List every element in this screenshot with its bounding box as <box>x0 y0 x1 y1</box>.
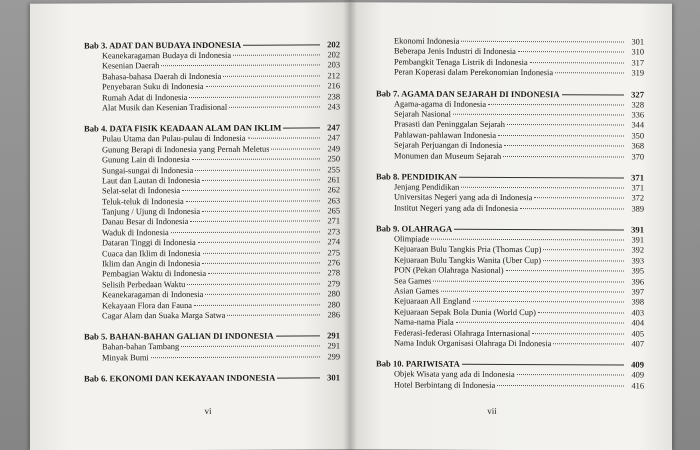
toc-section <box>376 87 644 163</box>
toc-entry-title: Keanekaragaman Budaya di Indonesia <box>102 50 232 61</box>
toc-entry-page: 389 <box>631 204 644 214</box>
toc-entry-title: Keanekaragaman di Indonesia <box>102 290 204 300</box>
toc-entry <box>376 151 644 163</box>
dot-leader <box>283 128 320 129</box>
toc-entry-title: Bahan-bahan Tambang <box>102 342 180 352</box>
chapter-heading-page: 301 <box>327 372 340 383</box>
toc-entry-page: 370 <box>631 152 644 162</box>
toc-entry-title: Hotel Berbintang di Indonesia <box>394 380 496 390</box>
toc-entry-title: Dataran Tinggi di Indonesia <box>102 238 196 248</box>
toc-entry-title: Penyebaran Suku di Indonesia <box>102 82 204 92</box>
toc-entry-title: Sejarah Perjuangan di Indonesia <box>394 140 503 151</box>
chapter-heading-page: 391 <box>631 224 644 235</box>
toc-entry-title: Bahasa-bahasa Daerah di Indonesia <box>102 71 222 82</box>
toc-entry-title: Waduk di Indonesia <box>102 227 169 238</box>
dot-leader <box>555 72 624 73</box>
toc-entry-page: 404 <box>631 318 644 328</box>
toc-entry-title: Kejuaraan Bulu Tangkis Pria (Thomas Cup) <box>394 244 542 255</box>
toc-entry-page: 405 <box>631 329 644 339</box>
chapter-heading-title: Bab 7. AGAMA DAN SEJARAH DI INDONESIA <box>376 87 560 99</box>
toc-entry-page: 397 <box>631 287 644 297</box>
dot-leader <box>195 169 320 171</box>
dot-leader <box>520 208 624 209</box>
dot-leader <box>473 301 624 303</box>
toc-entry-page: 262 <box>327 185 340 195</box>
dot-leader <box>151 356 320 358</box>
dot-leader <box>271 148 320 149</box>
toc-entry-title: Iklim dan Angin di Indonesia <box>102 258 201 269</box>
chapter-heading-page: 247 <box>327 122 340 133</box>
chapter-heading-page: 371 <box>631 172 644 183</box>
toc-entry <box>84 102 340 114</box>
dot-leader <box>208 273 320 274</box>
dot-leader <box>441 291 624 293</box>
toc-entry-page: 317 <box>631 58 644 68</box>
dot-leader <box>498 135 624 137</box>
page-number-left: vi <box>204 405 212 416</box>
toc-entry-page: 407 <box>631 339 644 349</box>
dot-leader <box>543 250 624 251</box>
toc-entry-title: Rumah Adat di Indonesia <box>102 92 188 102</box>
dot-leader <box>161 65 320 67</box>
toc-entry-title: Beberapa Jenis Industri di Indonesia <box>394 46 516 57</box>
chapter-heading-title: Bab 6. EKONOMI DAN KEKAYAAN INDONESIA <box>84 372 276 384</box>
toc-entry-title: Kejuaraan All England <box>394 296 471 307</box>
toc-entry-page: 278 <box>327 268 340 278</box>
chapter-heading <box>84 122 340 135</box>
left-page <box>30 2 350 450</box>
right-toc <box>376 36 644 400</box>
toc-entry-title: Tanjung / Ujung di Indonesia <box>102 207 201 217</box>
dot-leader <box>553 343 624 344</box>
toc-section <box>84 122 340 322</box>
toc-entry-page: 274 <box>327 237 340 247</box>
dot-leader <box>205 294 320 296</box>
toc-entry-title: Universitas Negeri yang ada di Indonesia <box>394 192 533 203</box>
chapter-heading-title: Bab 9. OLAHRAGA <box>376 223 453 234</box>
book-gutter <box>343 0 357 450</box>
dot-leader <box>194 304 320 306</box>
dot-leader <box>462 364 624 366</box>
toc-entry-page: 368 <box>631 141 644 151</box>
toc-entry-title: Asian Games <box>394 286 439 296</box>
toc-entry-page: 395 <box>631 266 644 276</box>
dot-leader <box>532 333 624 334</box>
toc-entry <box>376 68 644 80</box>
dot-leader <box>530 62 624 63</box>
toc-entry-page: 396 <box>631 277 644 287</box>
toc-entry-page: 280 <box>327 289 340 299</box>
toc-section <box>376 222 644 349</box>
dot-leader <box>229 106 320 107</box>
toc-entry-title: Sejarah Nasional <box>394 109 451 119</box>
toc-entry-page: 409 <box>631 370 644 380</box>
chapter-heading-title: Bab 3. ADAT DAN BUDAYA INDONESIA <box>84 39 242 51</box>
toc-entry-title: Objek Wisata yang ada di Indonesia <box>394 369 515 380</box>
left-toc <box>84 38 340 393</box>
toc-entry-page: 212 <box>327 71 340 81</box>
toc-entry-title: Pahlawan-pahlawan Indonesia <box>394 130 497 140</box>
toc-entry-title: Institut Negeri yang ada di Indonesia <box>394 203 518 213</box>
dot-leader <box>517 374 624 375</box>
chapter-heading <box>84 38 340 51</box>
toc-entry-title: Federasi-federasi Olahraga Internasional <box>394 328 531 338</box>
toc-entry-page: 263 <box>327 196 340 206</box>
dot-leader <box>461 41 624 43</box>
chapter-heading-title: Bab 10. PARIWISATA <box>376 358 460 370</box>
toc-entry-page: 391 <box>631 235 644 245</box>
toc-entry-page: 203 <box>327 60 340 70</box>
dot-leader <box>504 145 624 147</box>
toc-entry-page: 299 <box>327 352 340 362</box>
toc-entry-page: 319 <box>631 68 644 78</box>
toc-entry-page: 247 <box>327 133 340 143</box>
toc-entry-page: 276 <box>327 258 340 268</box>
toc-entry-title: Sungai-sungai di Indonesia <box>102 165 194 175</box>
dot-leader <box>562 94 624 95</box>
chapter-heading-page: 327 <box>631 89 644 100</box>
toc-entry-page: 416 <box>631 381 644 391</box>
toc-entry-title: Nama Induk Organisasi Olahraga Di Indonesia <box>394 338 552 349</box>
dot-leader <box>459 177 624 179</box>
dot-leader <box>233 54 320 55</box>
toc-entry-title: Pembangkit Tenaga Listrik di Indonesia <box>394 57 528 67</box>
toc-entry-title: Olimpiade <box>394 234 430 244</box>
dot-leader <box>454 229 624 231</box>
toc-entry-page: 249 <box>327 144 340 154</box>
toc-entry-title: Danau Besar di Indonesia <box>102 217 189 227</box>
toc-entry-title: Kesenian Daerah <box>102 61 160 71</box>
dot-leader <box>276 336 320 337</box>
toc-entry-title: Ekonomi Indonesia <box>394 36 460 46</box>
toc-entry-page: 265 <box>327 206 340 216</box>
toc-entry <box>376 203 644 215</box>
dot-leader <box>187 283 320 285</box>
toc-entry <box>84 352 340 364</box>
toc-entry-title: Teluk-teluk di Indonesia <box>102 196 184 207</box>
dot-leader <box>431 239 624 241</box>
toc-entry-title: Kekayaan Flora dan Fauna <box>102 300 192 310</box>
toc-section <box>84 372 340 385</box>
toc-section <box>84 38 340 113</box>
dot-leader <box>182 190 320 192</box>
dot-leader <box>203 252 320 254</box>
chapter-heading-title: Bab 8. PENDIDIKAN <box>376 171 457 182</box>
toc-section <box>376 358 644 392</box>
dot-leader <box>227 314 320 315</box>
dot-leader <box>171 231 320 233</box>
toc-entry-page: 403 <box>631 308 644 318</box>
dot-leader <box>223 75 320 76</box>
toc-entry-page: 393 <box>631 256 644 266</box>
dot-leader <box>506 270 624 272</box>
toc-section <box>84 330 340 364</box>
toc-entry-title: Kejuaraan Bulu Tangkis Wanita (Uber Cup) <box>394 255 542 265</box>
toc-entry-page: 216 <box>327 81 340 91</box>
chapter-heading-title: Bab 4. DATA FISIK KEADAAN ALAM DAN IKLIM <box>84 122 282 134</box>
dot-leader <box>181 346 320 348</box>
toc-entry-title: Alat Musik dan Kesenian Tradisional <box>102 102 228 113</box>
toc-entry-title: Sea Games <box>394 276 432 286</box>
right-page <box>350 2 672 450</box>
dot-leader <box>503 155 624 157</box>
toc-entry-page: 301 <box>631 37 644 47</box>
toc-entry-page: 238 <box>327 91 340 101</box>
dot-leader <box>456 322 624 324</box>
toc-entry-title: Gunung Lain di Indonesia <box>102 155 190 165</box>
chapter-heading <box>84 330 340 343</box>
toc-entry-page: 372 <box>631 193 644 203</box>
dot-leader <box>534 197 624 198</box>
chapter-heading-page: 409 <box>631 359 644 370</box>
toc-entry-title: Pembagian Waktu di Indonesia <box>102 269 207 279</box>
dot-leader <box>453 114 624 116</box>
toc-entry-page: 273 <box>327 227 340 237</box>
toc-entry-title: Agama-agama di Indonesia <box>394 99 487 109</box>
dot-leader <box>488 103 624 105</box>
toc-entry <box>84 310 340 322</box>
toc-entry-title: Jenjang Pendidikan <box>394 182 460 192</box>
dot-leader <box>507 124 624 126</box>
toc-entry-title: Cuaca dan Iklim di Indonesia <box>102 248 201 259</box>
toc-entry-title: Laut dan Lautan di Indonesia <box>102 175 201 186</box>
toc-entry-page: 350 <box>631 131 644 141</box>
page-number-right: vii <box>487 405 497 416</box>
dot-leader <box>243 44 320 45</box>
dot-leader <box>518 51 624 52</box>
toc-entry-page: 286 <box>327 310 340 320</box>
toc-entry-page: 243 <box>327 102 340 112</box>
toc-entry-title: Prasasti dan Peninggalan Sejarah <box>394 119 505 130</box>
chapter-heading-page: 202 <box>327 39 340 50</box>
toc-entry-title: Kejuaraan Sepak Bola Dunia (World Cup) <box>394 307 536 317</box>
toc-entry-title: Peran Koperasi dalam Perekonomian Indonesia <box>394 67 554 78</box>
toc-entry-page: 310 <box>631 47 644 57</box>
toc-entry-page: 336 <box>631 110 644 120</box>
toc-entry-page: 291 <box>327 341 340 351</box>
chapter-heading-title: Bab 5. BAHAN-BAHAN GALIAN DI INDONESIA <box>84 331 274 342</box>
dot-leader <box>206 86 320 87</box>
toc-entry-page: 398 <box>631 297 644 308</box>
toc-entry-title: Selat-selat di Indonesia <box>102 186 181 196</box>
dot-leader <box>198 242 320 244</box>
chapter-heading <box>84 372 340 385</box>
dot-leader <box>433 280 624 282</box>
chapter-heading-page: 291 <box>327 330 340 341</box>
dot-leader <box>543 260 624 261</box>
toc-entry-title: Nama-nama Piala <box>394 317 454 327</box>
toc-entry-page: 280 <box>327 299 340 309</box>
dot-leader <box>192 159 320 161</box>
toc-section <box>376 36 644 79</box>
dot-leader <box>461 187 624 189</box>
toc-entry-page: 371 <box>631 183 644 193</box>
toc-entry-title: Selisih Perbedaan Waktu <box>102 279 186 290</box>
toc-entry-page: 275 <box>327 247 340 258</box>
dot-leader <box>186 200 320 202</box>
toc-entry-page: 328 <box>631 100 644 110</box>
toc-entry-title: PON (Pekan Olahraga Nasional) <box>394 265 504 276</box>
dot-leader <box>497 385 624 387</box>
toc-entry-page: 271 <box>327 216 340 226</box>
dot-leader <box>277 378 320 379</box>
dot-leader <box>189 96 320 98</box>
toc-entry-page: 202 <box>327 50 340 60</box>
toc-entry-page: 392 <box>631 245 644 256</box>
toc-entry-page: 261 <box>327 175 340 185</box>
dot-leader <box>248 138 320 139</box>
toc-entry-page: 255 <box>327 164 340 174</box>
dot-leader <box>202 262 320 264</box>
dot-leader <box>202 179 320 181</box>
toc-entry-page: 344 <box>631 120 644 130</box>
toc-entry-page: 250 <box>327 154 340 164</box>
toc-entry-title: Pulau Utama dan Pulau-pulau di Indonesia <box>102 134 246 144</box>
toc-entry-page: 279 <box>327 279 340 289</box>
toc-entry-title: Cagar Alam dan Suaka Marga Satwa <box>102 310 226 321</box>
toc-section <box>376 170 644 214</box>
dot-leader <box>202 211 320 213</box>
toc-entry <box>376 338 644 350</box>
dot-leader <box>190 221 320 223</box>
dot-leader <box>538 312 624 313</box>
toc-entry-title: Monumen dan Museum Sejarah <box>394 151 502 161</box>
toc-entry <box>376 380 644 392</box>
toc-entry-title: Gunung Berapi di Indonesia yang Pernah Meletus <box>102 144 270 155</box>
toc-entry-title: Minyak Bumi <box>102 352 149 363</box>
